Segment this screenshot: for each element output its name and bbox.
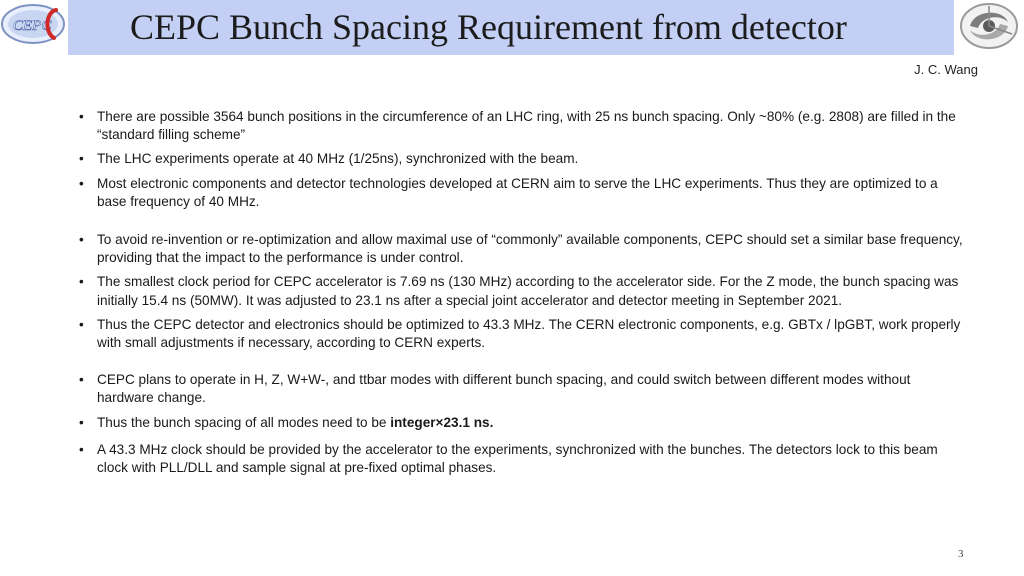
cepc-logo-text: CEPC [13,18,52,34]
bullet-item [76,371,968,407]
page-title: CEPC Bunch Spacing Requirement from detector [130,7,847,47]
bullet-emphasis: integer×23.1 ns. [390,414,494,430]
bullet-item: • There are possible 3564 bunch positions in the circumference of an LHC ring, with 25 ns bunch spacing. Only ~80% (e.g. 2808) are filled in the “standard filling scheme” [76,108,968,144]
bullet-item: • A 43.3 MHz clock should be provided by the accelerator to the experiments, synchronized with the bunches. The detectors lock to this beam clock with PLL/DLL and sample signal at pre-fixed optimal phases. [76,441,968,477]
bullet-item: • Thus the CEPC detector and electronics should be optimized to 43.3 MHz. The CERN electronic components, e.g. GBTx / lpGBT, work properly with small adjustments if necessary, according to CERN experts. [76,316,968,352]
institute-logo [956,0,1022,52]
bullet-list [76,108,968,477]
bullet-item-text: Thus the bunch spacing of all modes need to be [97,414,391,430]
cepc-logo [0,2,68,46]
bullet-item-text: CEPC plans to operate in H, Z, W+W-, and ttbar modes with different bunch spacing, and could switch between different modes without hardware change. [97,372,911,406]
page-number: 3 [958,548,964,560]
bullet-item [76,414,968,432]
author-name: J. C. Wang [914,62,978,77]
bullet-item: • To avoid re-invention or re-optimization and allow maximal use of “commonly” available components, CEPC should set a similar base frequency, providing that the impact to the performance is under control. [76,231,968,267]
bullet-item: • Most electronic components and detector technologies developed at CERN aim to serve the LHC experiments. Thus they are optimized to a base frequency of 40 MHz. [76,175,968,211]
bullet-item: • The LHC experiments operate at 40 MHz (1/25ns), synchronized with the beam. [76,150,968,168]
bullet-item: • The smallest clock period for CEPC accelerator is 7.69 ns (130 MHz) according to the accelerator side. For the Z mode, the bunch spacing was initially 15.4 ns (50MW). It was adjusted to 23.1 ns after a special joint accelerator and detector meeting in September 2021. [76,273,968,309]
